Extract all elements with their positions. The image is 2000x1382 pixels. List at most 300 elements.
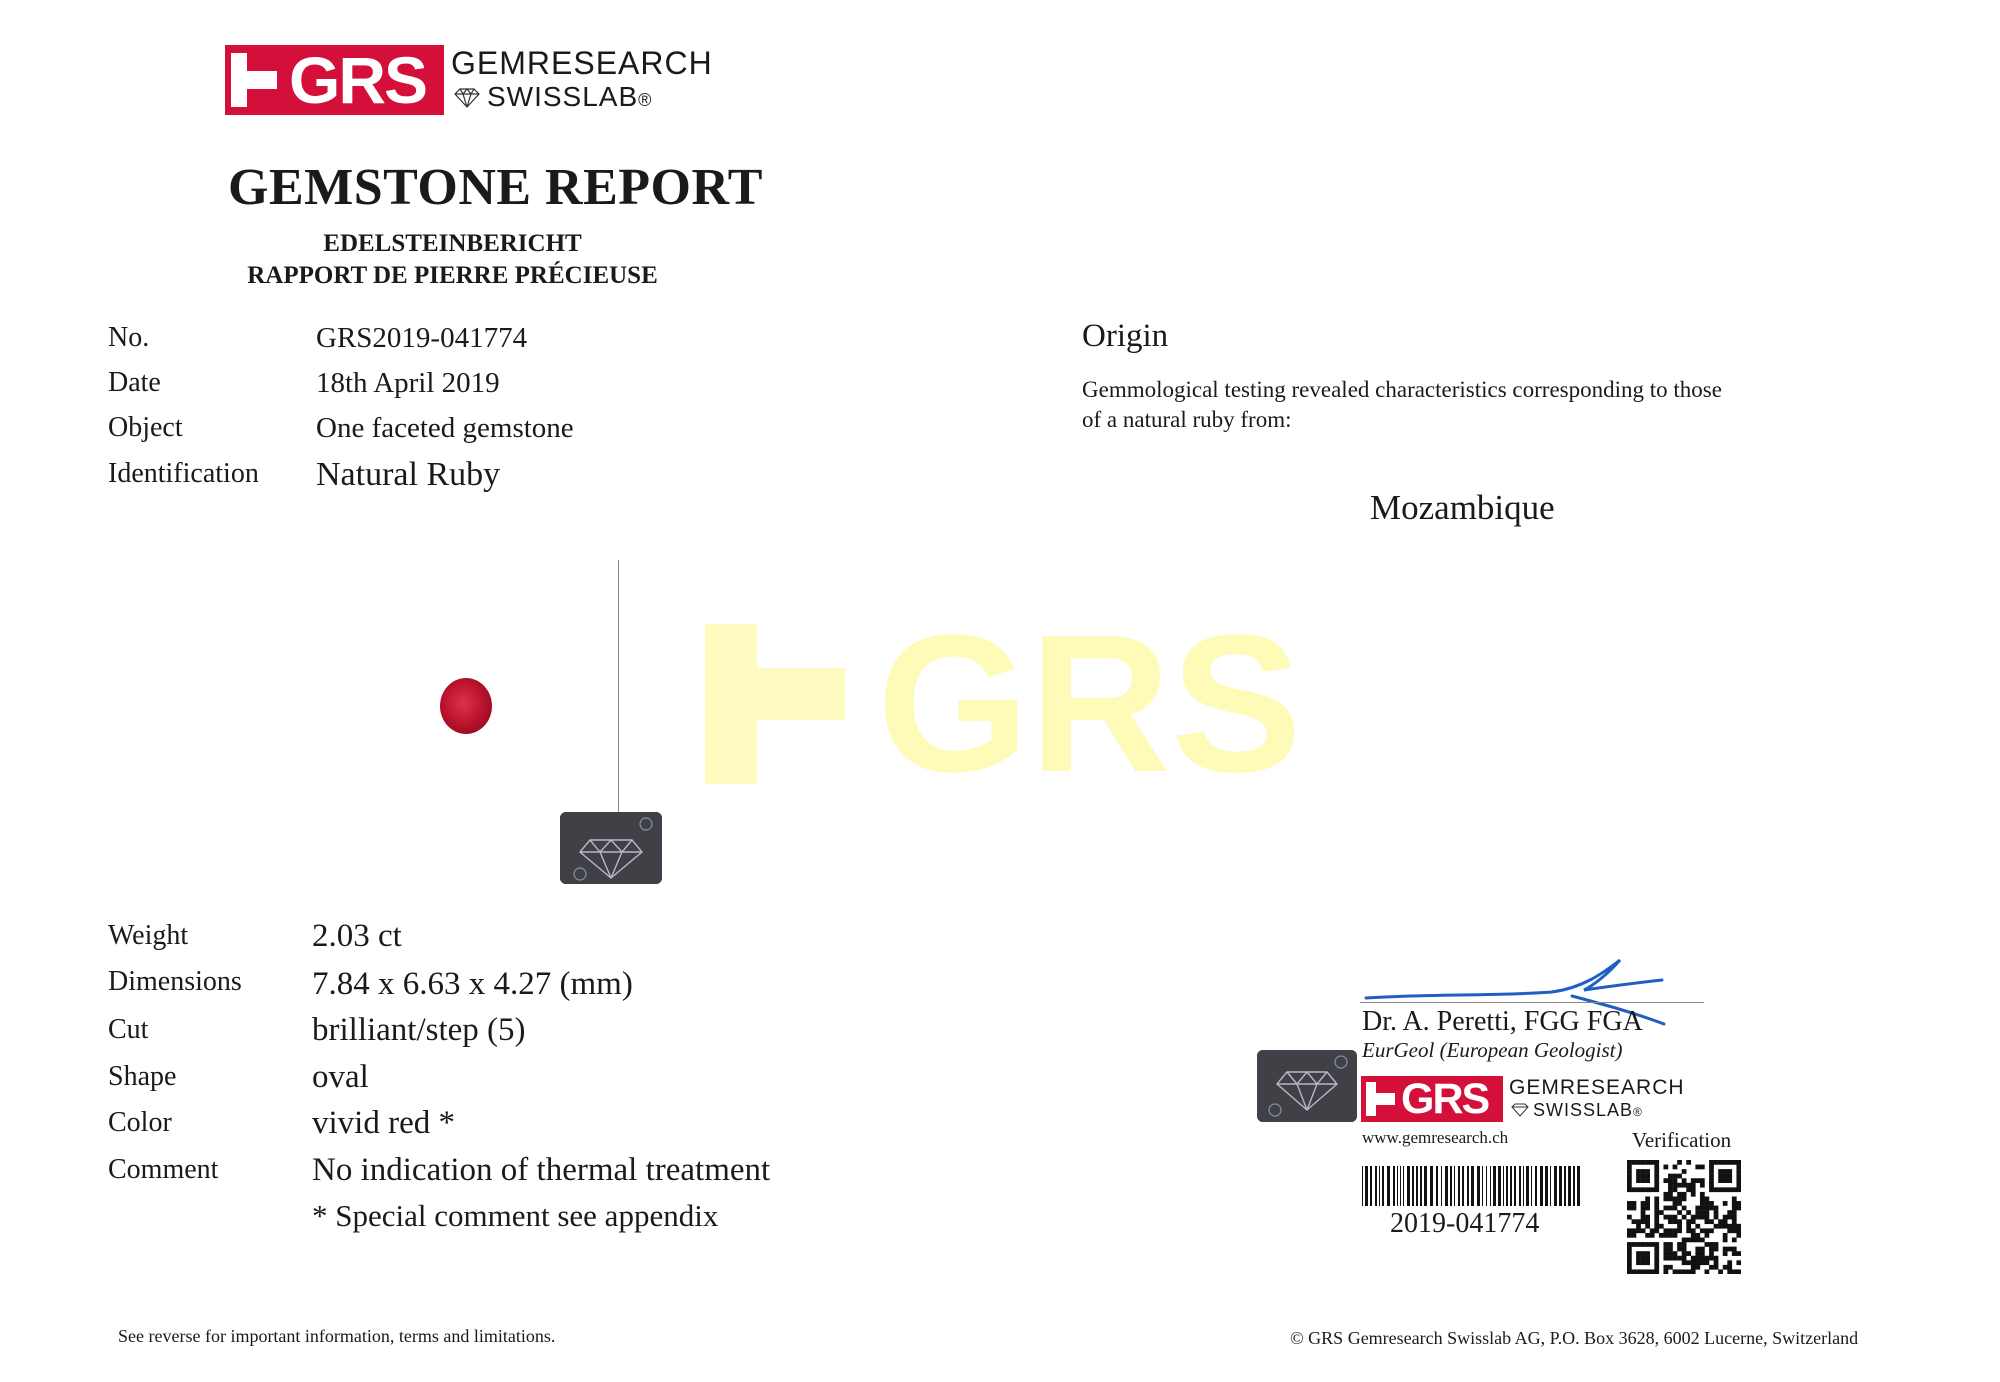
qr-module bbox=[1736, 1269, 1741, 1274]
barcode-bar bbox=[1573, 1166, 1575, 1206]
qr-module bbox=[1718, 1187, 1723, 1192]
qr-module bbox=[1705, 1256, 1710, 1261]
qr-module bbox=[1673, 1183, 1678, 1188]
qr-module bbox=[1700, 1247, 1705, 1252]
registered-mark: ® bbox=[638, 90, 653, 110]
qr-module bbox=[1668, 1251, 1673, 1256]
barcode-bar bbox=[1407, 1166, 1410, 1206]
qr-module bbox=[1686, 1251, 1691, 1256]
barcode-bar bbox=[1403, 1166, 1404, 1206]
qr-module bbox=[1709, 1206, 1714, 1211]
barcode-bar bbox=[1523, 1166, 1524, 1206]
qr-module bbox=[1686, 1260, 1691, 1265]
qr-module bbox=[1714, 1242, 1719, 1247]
qr-module bbox=[1636, 1260, 1641, 1265]
qr-module bbox=[1627, 1165, 1632, 1170]
qr-module bbox=[1663, 1265, 1668, 1270]
logo-red-box bbox=[225, 45, 444, 115]
qr-module bbox=[1677, 1201, 1682, 1206]
qr-module bbox=[1727, 1224, 1732, 1229]
barcode-number: 2019-041774 bbox=[1390, 1208, 1540, 1239]
qr-module bbox=[1668, 1187, 1673, 1192]
qr-module bbox=[1682, 1256, 1687, 1261]
qr-module bbox=[1700, 1183, 1705, 1188]
qr-module bbox=[1673, 1196, 1678, 1201]
qr-module bbox=[1700, 1206, 1705, 1211]
barcode-bar bbox=[1454, 1166, 1455, 1206]
qr-module bbox=[1732, 1196, 1737, 1201]
qr-module bbox=[1668, 1178, 1673, 1183]
qr-module bbox=[1636, 1219, 1641, 1224]
qr-module bbox=[1677, 1210, 1682, 1215]
qr-module bbox=[1714, 1215, 1719, 1220]
qr-module bbox=[1682, 1178, 1687, 1183]
qr-module bbox=[1663, 1215, 1668, 1220]
qr-module bbox=[1659, 1224, 1664, 1229]
barcode-bar bbox=[1458, 1166, 1460, 1206]
qr-module bbox=[1709, 1242, 1714, 1247]
qr-module bbox=[1727, 1260, 1732, 1265]
qr-module bbox=[1677, 1242, 1682, 1247]
qr-module bbox=[1709, 1169, 1714, 1174]
qr-module bbox=[1700, 1260, 1705, 1265]
qr-module bbox=[1686, 1228, 1691, 1233]
qr-module bbox=[1645, 1178, 1650, 1183]
qr-module bbox=[1650, 1242, 1655, 1247]
qr-module bbox=[1663, 1256, 1668, 1261]
qr-module bbox=[1723, 1169, 1728, 1174]
qr-module bbox=[1705, 1206, 1710, 1211]
qr-module bbox=[1627, 1174, 1632, 1179]
barcode-bar bbox=[1471, 1166, 1474, 1206]
qr-module bbox=[1727, 1169, 1732, 1174]
qr-module bbox=[1654, 1169, 1659, 1174]
qr-module bbox=[1641, 1242, 1646, 1247]
qr-module bbox=[1673, 1201, 1678, 1206]
qr-module bbox=[1645, 1242, 1650, 1247]
qr-module bbox=[1695, 1178, 1700, 1183]
qr-module bbox=[1654, 1251, 1659, 1256]
qr-module bbox=[1700, 1215, 1705, 1220]
qr-module bbox=[1627, 1256, 1632, 1261]
qr-module bbox=[1736, 1260, 1741, 1265]
prop-value-comment: No indication of thermal treatment bbox=[312, 1152, 771, 1188]
qr-module bbox=[1682, 1251, 1687, 1256]
qr-module bbox=[1727, 1210, 1732, 1215]
footer-left: See reverse for important information, terms and limitations. bbox=[118, 1326, 556, 1346]
qr-module bbox=[1695, 1265, 1700, 1270]
qr-module bbox=[1654, 1224, 1659, 1229]
qr-module bbox=[1663, 1269, 1668, 1274]
logo-small-line2-text: SWISSLAB bbox=[1533, 1100, 1634, 1120]
qr-module bbox=[1727, 1265, 1732, 1270]
qr-module bbox=[1654, 1228, 1659, 1233]
qr-module bbox=[1732, 1238, 1737, 1243]
qr-module bbox=[1686, 1224, 1691, 1229]
qr-module bbox=[1691, 1238, 1696, 1243]
qr-module bbox=[1654, 1178, 1659, 1183]
qr-module bbox=[1627, 1269, 1632, 1274]
qr-module bbox=[1700, 1178, 1705, 1183]
qr-module bbox=[1723, 1233, 1728, 1238]
barcode-bar bbox=[1375, 1166, 1377, 1206]
tag-string bbox=[618, 560, 619, 820]
qr-module bbox=[1627, 1233, 1632, 1238]
qr-module bbox=[1632, 1160, 1637, 1165]
qr-module bbox=[1677, 1192, 1682, 1197]
signature-hologram-tag bbox=[1257, 1050, 1357, 1122]
qr-module bbox=[1673, 1165, 1678, 1170]
gemstone-photo bbox=[440, 678, 492, 734]
qr-module bbox=[1691, 1178, 1696, 1183]
qr-module bbox=[1668, 1228, 1673, 1233]
watermark-cross bbox=[705, 624, 757, 784]
barcode-bar bbox=[1387, 1166, 1390, 1206]
qr-module bbox=[1709, 1183, 1714, 1188]
qr-module bbox=[1641, 1178, 1646, 1183]
qr-module bbox=[1641, 1187, 1646, 1192]
qr-module bbox=[1736, 1178, 1741, 1183]
qr-module bbox=[1714, 1187, 1719, 1192]
qr-module bbox=[1636, 1169, 1641, 1174]
qr-module bbox=[1668, 1206, 1673, 1211]
qr-module bbox=[1641, 1174, 1646, 1179]
barcode-bar bbox=[1379, 1166, 1380, 1206]
qr-module bbox=[1645, 1215, 1650, 1220]
qr-module bbox=[1668, 1256, 1673, 1261]
detail-label-no: No. bbox=[108, 322, 150, 353]
qr-module bbox=[1650, 1233, 1655, 1238]
qr-module bbox=[1727, 1247, 1732, 1252]
report-title: GEMSTONE REPORT bbox=[228, 159, 763, 216]
qr-module bbox=[1641, 1210, 1646, 1215]
qr-module bbox=[1627, 1169, 1632, 1174]
qr-module bbox=[1682, 1238, 1687, 1243]
qr-module bbox=[1627, 1206, 1632, 1211]
qr-module bbox=[1714, 1260, 1719, 1265]
qr-module bbox=[1700, 1251, 1705, 1256]
qr-module bbox=[1732, 1187, 1737, 1192]
qr-module bbox=[1659, 1210, 1664, 1215]
qr-module bbox=[1695, 1224, 1700, 1229]
prop-value-dimensions: 7.84 x 6.63 x 4.27 (mm) bbox=[312, 966, 633, 1002]
qr-module bbox=[1727, 1228, 1732, 1233]
qr-module bbox=[1695, 1238, 1700, 1243]
prop-value-color: vivid red * bbox=[312, 1105, 455, 1141]
barcode-bar bbox=[1450, 1166, 1452, 1206]
qr-module bbox=[1709, 1165, 1714, 1170]
qr-module bbox=[1705, 1242, 1710, 1247]
qr-module bbox=[1732, 1210, 1737, 1215]
qr-module bbox=[1673, 1269, 1678, 1274]
qr-module bbox=[1682, 1196, 1687, 1201]
prop-label-dimensions: Dimensions bbox=[108, 966, 242, 997]
qr-module bbox=[1654, 1219, 1659, 1224]
report-subtitle-fr: RAPPORT DE PIERRE PRÉCIEUSE bbox=[247, 262, 658, 289]
qr-module bbox=[1723, 1160, 1728, 1165]
qr-module bbox=[1727, 1215, 1732, 1220]
qr-module bbox=[1668, 1196, 1673, 1201]
qr-module bbox=[1691, 1260, 1696, 1265]
qr-module bbox=[1736, 1224, 1741, 1229]
qr-module bbox=[1723, 1174, 1728, 1179]
qr-module bbox=[1732, 1215, 1737, 1220]
qr-module bbox=[1645, 1233, 1650, 1238]
qr-module bbox=[1677, 1174, 1682, 1179]
qr-module bbox=[1695, 1260, 1700, 1265]
qr-module bbox=[1695, 1247, 1700, 1252]
qr-module bbox=[1700, 1256, 1705, 1261]
qr-module bbox=[1654, 1206, 1659, 1211]
qr-module bbox=[1645, 1224, 1650, 1229]
qr-module bbox=[1714, 1247, 1719, 1252]
barcode-bar bbox=[1535, 1166, 1537, 1206]
qr-module bbox=[1645, 1174, 1650, 1179]
signature-line bbox=[1360, 1002, 1704, 1003]
prop-value-cut: brilliant/step (5) bbox=[312, 1012, 526, 1048]
barcode-bar bbox=[1420, 1166, 1422, 1206]
qr-module bbox=[1663, 1165, 1668, 1170]
barcode-bar bbox=[1526, 1166, 1529, 1206]
qr-module bbox=[1663, 1228, 1668, 1233]
qr-module bbox=[1736, 1251, 1741, 1256]
qr-module bbox=[1714, 1224, 1719, 1229]
qr-module bbox=[1654, 1242, 1659, 1247]
qr-module bbox=[1700, 1228, 1705, 1233]
qr-module bbox=[1727, 1174, 1732, 1179]
qr-module bbox=[1686, 1219, 1691, 1224]
qr-module bbox=[1673, 1206, 1678, 1211]
qr-module bbox=[1677, 1269, 1682, 1274]
qr-module bbox=[1727, 1269, 1732, 1274]
qr-module bbox=[1677, 1228, 1682, 1233]
qr-module bbox=[1627, 1178, 1632, 1183]
qr-module bbox=[1723, 1187, 1728, 1192]
qr-module bbox=[1709, 1251, 1714, 1256]
diamond-small-icon bbox=[1511, 1103, 1529, 1117]
qr-module bbox=[1718, 1269, 1723, 1274]
prop-label-weight: Weight bbox=[108, 920, 189, 951]
qr-module bbox=[1677, 1183, 1682, 1188]
grs-logo bbox=[225, 43, 713, 117]
logo-small-line2 bbox=[1533, 1101, 1643, 1119]
qr-module bbox=[1654, 1265, 1659, 1270]
signer-title: EurGeol (European Geologist) bbox=[1362, 1038, 1623, 1062]
logo-small-letters: GRS bbox=[1401, 1074, 1489, 1123]
verification-label: Verification bbox=[1632, 1128, 1732, 1152]
qr-module bbox=[1636, 1251, 1641, 1256]
detail-value-date: 18th April 2019 bbox=[316, 367, 500, 399]
qr-module bbox=[1709, 1187, 1714, 1192]
qr-module bbox=[1727, 1187, 1732, 1192]
qr-module bbox=[1673, 1251, 1678, 1256]
origin-text-line1: Gemmological testing revealed characteristics corresponding to those bbox=[1082, 377, 1722, 402]
qr-module bbox=[1695, 1206, 1700, 1211]
qr-module bbox=[1695, 1256, 1700, 1261]
qr-module bbox=[1663, 1206, 1668, 1211]
qr-module bbox=[1654, 1215, 1659, 1220]
qr-module bbox=[1682, 1215, 1687, 1220]
qr-module bbox=[1654, 1196, 1659, 1201]
qr-module bbox=[1654, 1256, 1659, 1261]
qr-module bbox=[1668, 1174, 1673, 1179]
barcode-bar bbox=[1412, 1166, 1414, 1206]
barcode-bar bbox=[1514, 1166, 1516, 1206]
logo-small-red-box bbox=[1361, 1076, 1503, 1122]
qr-module bbox=[1654, 1160, 1659, 1165]
qr-module bbox=[1691, 1228, 1696, 1233]
qr-module bbox=[1632, 1269, 1637, 1274]
qr-module bbox=[1709, 1174, 1714, 1179]
qr-module bbox=[1732, 1201, 1737, 1206]
qr-module bbox=[1736, 1206, 1741, 1211]
qr-module bbox=[1645, 1187, 1650, 1192]
qr-module bbox=[1727, 1178, 1732, 1183]
qr-module bbox=[1714, 1256, 1719, 1261]
barcode-bar bbox=[1482, 1166, 1483, 1206]
qr-module bbox=[1709, 1256, 1714, 1261]
qr-module bbox=[1673, 1228, 1678, 1233]
qr-module bbox=[1636, 1160, 1641, 1165]
qr-module bbox=[1700, 1165, 1705, 1170]
qr-module bbox=[1727, 1160, 1732, 1165]
qr-module bbox=[1723, 1224, 1728, 1229]
qr-module bbox=[1641, 1201, 1646, 1206]
report-subtitle-de: EDELSTEINBERICHT bbox=[323, 230, 582, 257]
prop-label-cut: Cut bbox=[108, 1014, 149, 1045]
qr-module bbox=[1641, 1251, 1646, 1256]
origin-text-line2: of a natural ruby from: bbox=[1082, 407, 1292, 432]
qr-module bbox=[1641, 1260, 1646, 1265]
barcode-bar bbox=[1519, 1166, 1521, 1206]
barcode-bar bbox=[1365, 1166, 1368, 1206]
qr-module bbox=[1682, 1247, 1687, 1252]
qr-module bbox=[1705, 1196, 1710, 1201]
watermark-text: GRS bbox=[877, 594, 1302, 813]
qr-module bbox=[1654, 1210, 1659, 1215]
qr-module bbox=[1632, 1228, 1637, 1233]
qr-module bbox=[1645, 1201, 1650, 1206]
qr-module bbox=[1700, 1238, 1705, 1243]
qr-module bbox=[1645, 1206, 1650, 1211]
qr-module bbox=[1641, 1256, 1646, 1261]
qr-module bbox=[1636, 1269, 1641, 1274]
signer-name: Dr. A. Peretti, FGG FGA bbox=[1362, 1006, 1643, 1037]
qr-module bbox=[1695, 1233, 1700, 1238]
diamond-hologram-icon bbox=[1257, 1050, 1357, 1122]
qr-module bbox=[1663, 1247, 1668, 1252]
qr-module bbox=[1736, 1228, 1741, 1233]
qr-module bbox=[1636, 1178, 1641, 1183]
qr-module bbox=[1723, 1178, 1728, 1183]
qr-module bbox=[1673, 1187, 1678, 1192]
qr-module bbox=[1686, 1238, 1691, 1243]
qr-module bbox=[1627, 1228, 1632, 1233]
qr-module bbox=[1705, 1210, 1710, 1215]
qr-module bbox=[1641, 1215, 1646, 1220]
qr-module bbox=[1645, 1219, 1650, 1224]
qr-module bbox=[1691, 1192, 1696, 1197]
qr-module bbox=[1718, 1174, 1723, 1179]
qr-module bbox=[1705, 1260, 1710, 1265]
qr-module bbox=[1732, 1228, 1737, 1233]
qr-module bbox=[1732, 1206, 1737, 1211]
barcode-bar bbox=[1503, 1166, 1504, 1206]
qr-module bbox=[1723, 1219, 1728, 1224]
barcode-bar bbox=[1559, 1166, 1562, 1206]
qr-module bbox=[1723, 1251, 1728, 1256]
qr-module bbox=[1695, 1215, 1700, 1220]
qr-module bbox=[1645, 1256, 1650, 1261]
verification-qr-code[interactable] bbox=[1627, 1160, 1741, 1274]
qr-module bbox=[1641, 1160, 1646, 1165]
watermark-cross-bar bbox=[757, 668, 845, 720]
website: www.gemresearch.ch bbox=[1362, 1128, 1509, 1147]
qr-module bbox=[1632, 1206, 1637, 1211]
qr-module bbox=[1682, 1206, 1687, 1211]
qr-module bbox=[1723, 1265, 1728, 1270]
qr-module bbox=[1632, 1233, 1637, 1238]
barcode-bar bbox=[1467, 1166, 1469, 1206]
qr-module bbox=[1663, 1196, 1668, 1201]
barcode-bar bbox=[1400, 1166, 1401, 1206]
qr-module bbox=[1705, 1215, 1710, 1220]
qr-module bbox=[1645, 1251, 1650, 1256]
qr-module bbox=[1705, 1228, 1710, 1233]
qr-module bbox=[1654, 1201, 1659, 1206]
qr-module bbox=[1627, 1265, 1632, 1270]
qr-module bbox=[1627, 1242, 1632, 1247]
detail-label-date: Date bbox=[108, 367, 161, 398]
origin-heading: Origin bbox=[1082, 318, 1169, 354]
qr-module bbox=[1677, 1196, 1682, 1201]
qr-module bbox=[1654, 1187, 1659, 1192]
qr-module bbox=[1627, 1201, 1632, 1206]
qr-module bbox=[1659, 1233, 1664, 1238]
barcode-bar bbox=[1568, 1166, 1571, 1206]
qr-module bbox=[1700, 1196, 1705, 1201]
barcode-bar bbox=[1554, 1166, 1557, 1206]
special-comment: * Special comment see appendix bbox=[312, 1198, 719, 1233]
barcode-bar bbox=[1393, 1166, 1395, 1206]
qr-module bbox=[1668, 1192, 1673, 1197]
barcode-bar bbox=[1462, 1166, 1464, 1206]
barcode-bar bbox=[1550, 1166, 1551, 1206]
qr-module bbox=[1682, 1183, 1687, 1188]
qr-module bbox=[1654, 1165, 1659, 1170]
barcode-bar bbox=[1498, 1166, 1501, 1206]
prop-value-weight: 2.03 ct bbox=[312, 918, 402, 954]
qr-module bbox=[1627, 1183, 1632, 1188]
qr-module bbox=[1627, 1187, 1632, 1192]
qr-module bbox=[1654, 1174, 1659, 1179]
qr-module bbox=[1686, 1160, 1691, 1165]
barcode-bar bbox=[1436, 1166, 1438, 1206]
diamond-hologram-icon bbox=[560, 812, 662, 884]
qr-module bbox=[1645, 1196, 1650, 1201]
qr-module bbox=[1668, 1265, 1673, 1270]
qr-module bbox=[1627, 1160, 1632, 1165]
barcode-bar bbox=[1445, 1166, 1448, 1206]
qr-module bbox=[1705, 1201, 1710, 1206]
qr-module bbox=[1714, 1265, 1719, 1270]
qr-module bbox=[1691, 1265, 1696, 1270]
barcode-bar bbox=[1531, 1166, 1532, 1206]
qr-module bbox=[1732, 1224, 1737, 1229]
qr-module bbox=[1718, 1224, 1723, 1229]
qr-module bbox=[1641, 1169, 1646, 1174]
qr-module bbox=[1718, 1178, 1723, 1183]
